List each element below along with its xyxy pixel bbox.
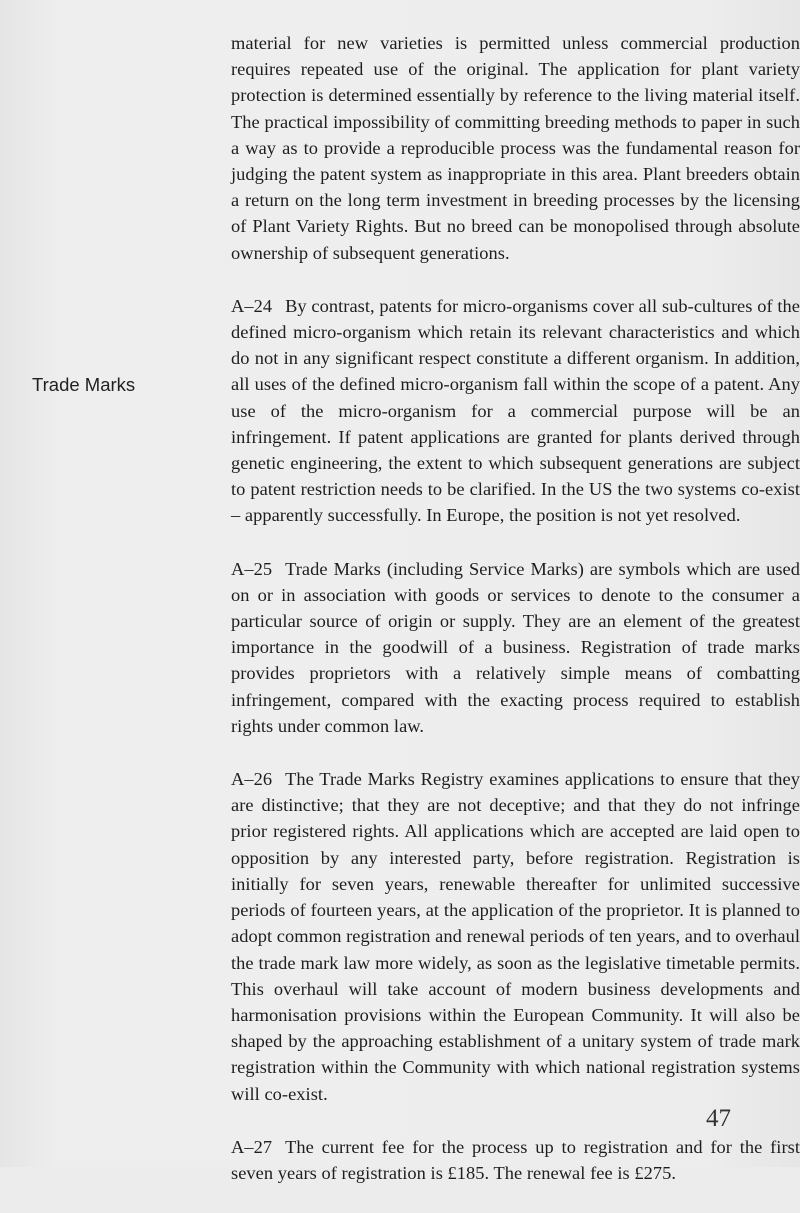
paragraph-text: Trade Marks (including Service Marks) are symbols which are used on or in association with goods or services to denote to the consumer a particular source of origin or supply. They are an element of the greatest importance in the goodwill of a business. Registration of trade marks provides proprietors with a relatively simple means of combatting infringement, compared with the exacting process required to establish rights under common law. (231, 558, 800, 736)
side-heading: Trade Marks (32, 374, 136, 395)
body-text-column (231, 30, 800, 1213)
paragraph-text: material for new varieties is permitted unless commercial production requires repeated use of the original. The application for plant variety protection is determined essentially by reference to the living material itself. The practical impossibility of committing breeding methods to paper in such a way as to provide a reproducible process was the fundamental reason for judging the patent system as inappropriate in this area. Plant breeders obtain a return on the long term investment in breeding processes by the licensing of Plant Variety Rights. But no breed can be monopolised through absolute ownership of subsequent generations. (231, 33, 800, 263)
paragraph-a-24 (231, 293, 800, 529)
paragraph-a-26 (231, 766, 800, 1107)
paragraph-a-25 (231, 556, 800, 739)
paragraph-a-27 (231, 1134, 800, 1186)
paragraph-number: A–27 (231, 1136, 273, 1157)
paragraph-continuation (231, 30, 800, 266)
paragraph-number: A–26 (231, 769, 273, 790)
page-number: 47 (706, 1105, 731, 1132)
paragraph-number: A–25 (231, 558, 273, 579)
paragraph-number: A–24 (231, 295, 273, 316)
paragraph-text: By contrast, patents for micro-organisms cover all sub-cultures of the defined micro-organism which retain its relevant characteristics and which do not in any significant respect constitute a different organism. In addition, all uses of the defined micro-organism fall within the scope of a patent. Any use of the micro-organism for a commercial purpose will be an infringement. If patent applications are granted for plants derived through genetic engineering, the extent to which subsequent generations are subject to patent restriction needs to be clarified. In the US the two systems co-exist – apparently successfully. In Europe, the position is not yet resolved. (231, 295, 800, 526)
paragraph-text: The Trade Marks Registry examines applications to ensure that they are distinctive; that they are not deceptive; and that they do not infringe prior registered rights. All applications which are accepted are laid open to opposition by any interested party, before registration. Registration is initially for seven years, renewable thereafter for unlimited successive periods of fourteen years, at the application of the proprietor. It is planned to adopt common registration and renewal periods of ten years, and to overhaul the trade mark law more widely, as soon as the legislative timetable permits. This overhaul will take account of modern business developments and harmonisation provisions within the European Community. It will also be shaped by the approaching establishment of a unitary system of trade mark registration within the Community with which national registration systems will co-exist. (231, 769, 800, 1104)
paragraph-text: The current fee for the process up to registration and for the first seven years of registration is £185. The renewal fee is £275. (231, 1136, 800, 1183)
